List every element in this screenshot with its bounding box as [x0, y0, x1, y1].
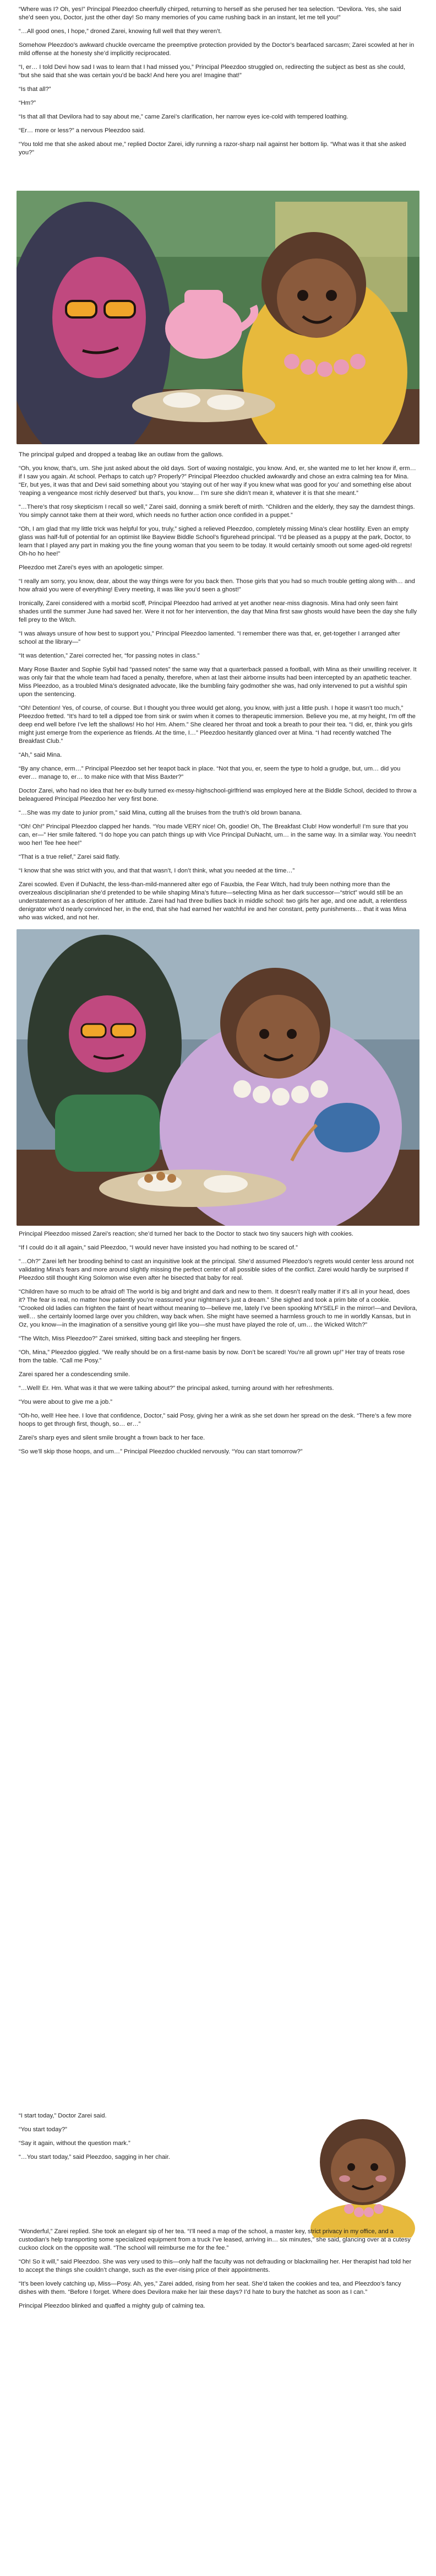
paragraph: “You told me that she asked about me,” replied Doctor Zarei, idly running a razor-sharp nail against her bottom lip. “What was it that she asked you?”: [19, 141, 406, 156]
paragraph: “Children have so much to be afraid of! The world is big and bright and dark and new to them. It doesn’t really matter if it’s all in your head, does it? The fear is real, no matter how patiently you’re reassured your nightmare’s just a dream.” She sighed and took a prim bite of a cookie. “Crooked old ladies can frighten the faint of heart without meaning to—believe me, lately I’ve been spooking MYSELF in the mirror!—and Devilora, well… she certainly loomed large over you children, way back when. She might have seemed a harmless grouch to me in worldly Kansas, but in Oz, you know—in the imagination of a sensitive young girl like you—she must have played the role of, um… the Wicked Witch?”: [19, 1289, 417, 1328]
paragraph: The principal gulped and dropped a teabag like an outlaw from the gallows.: [19, 451, 224, 458]
paragraph: “Ah,” said Mina.: [19, 752, 62, 758]
paragraph: “That is a true relief,” Zarei said flatly.: [19, 854, 120, 860]
paragraph: “Oh, you know, that’s, um. She just asked about the old days. Sort of waxing nostalgic, you know. And, er, she wanted me to let her know if, erm… if I saw you again. At school. Perhaps to catch up? Properly?” Principal Pleezdoo chuckled awkwardly and chose an extra calming tea for Mina. “Er, but yes, it was that and Devi said something about you ‘staying out of her way if you knew what was good for you’ and something else about ‘reaping a vengeance most richly deserved’ but that’s, you know… I’m sure she didn’t mean it, whatever it is that she meant.”: [19, 465, 416, 497]
paragraph: “You start today?”: [19, 2126, 67, 2133]
principal-pouring-tea-illustration: [17, 929, 419, 1226]
paragraph: “Oh, I am glad that my little trick was helpful for you, truly,” sighed a relieved Pleezdoo, completely missing Mina’s clear hostility. Even an empty glass was half-full of potential for an optimist like Bayview Biddle School’s figurehead principal. “I’d be pleased as a puppy at the park, Doctor, to learn that I played any part in making you the fine young woman that you seem to be today. It would certainly smooth out some aged-old regrets! Oh-ho ho hee!”: [19, 526, 412, 557]
paragraph: “I know that she was strict with you, and that that wasn’t, I don’t think, what you needed at the time…”: [19, 867, 295, 874]
paragraph: “Is that all that Devilora had to say about me,” came Zarei’s clarification, her narrow eyes ice-cold with tempered loathing.: [19, 114, 348, 120]
paragraph: Doctor Zarei, who had no idea that her ex-bully turned ex-messy-highschool-girlfriend was employed here at the Biddle School, decided to throw a beleaguered Principal Pleezdoo her very first bone.: [19, 788, 417, 802]
paragraph: “The Witch, Miss Pleezdoo?” Zarei smirked, sitting back and steepling her fingers.: [19, 1335, 242, 1342]
paragraph: Principal Pleezdoo missed Zarei’s reaction; she’d turned her back to the Doctor to stack two tiny saucers high with cookies.: [19, 1231, 353, 1237]
paragraph: “So we’ll skip those hoops, and um…” Principal Pleezdoo chuckled nervously. “You can start tomorrow?”: [19, 1448, 303, 1455]
paragraph: “Oh-ho, well! Hee hee. I love that confidence, Doctor,” said Posy, giving her a wink as she set down her spread on the desk. “There’s a few more hoops to get through first, though, so… er…”: [19, 1413, 412, 1427]
paragraph: Somehow Pleezdoo’s awkward chuckle overcame the preemptive protection provided by the Doctor’s bearfaced sarcasm; Zarei scowled at her in mild offense at the honesty she’d implicitly reciprocated.: [19, 42, 415, 57]
paragraph: “Say it again, without the question mark.”: [19, 2140, 130, 2147]
paragraph: “Er… more or less?” a nervous Pleezdoo said.: [19, 127, 145, 134]
paragraph: “Oh, Mina,” Pleezdoo giggled. “We really should be on a first-name basis by now. Don’t be scared! You’re all grown up!” Her tray of treats rose from the table. “Call me Posy.”: [19, 1349, 405, 1364]
paragraph: Zarei’s sharp eyes and silent smile brought a frown back to her face.: [19, 1435, 205, 1441]
paragraph: “By any chance, erm…” Principal Pleezdoo set her teapot back in place. “Not that you, er, seem the type to hold a grudge, but, um… did you ever… manage to, er… to make nice with that Miss Baxter?”: [19, 766, 401, 780]
paragraph: “Wonderful,” Zarei replied. She took an elegant sip of her tea. “I’ll need a map of the school, a master key, strict privacy in my office, and a custodian’s help transporting some specialized equipment from a truck I’ve leased, arriving in… six minutes,” she said, glancing over at a cutesy cuckoo clock on the opposite wall. “The school will reimburse me for the fee.”: [19, 2228, 411, 2251]
paragraph: Zarei spared her a condescending smile.: [19, 1371, 130, 1378]
paragraph: Ironically, Zarei considered with a morbid scoff, Principal Pleezdoo had arrived at yet another near-miss diagnosis. Mina had only seen faint shades until the summer June had saved her. Were it not for her intervention, the day that Mina first saw ghosts would have been the day she fully fell prey to the Witch.: [19, 600, 417, 623]
story-section-4: [19, 2112, 417, 2316]
paragraph: “Hm?”: [19, 100, 36, 106]
story-section-2: [19, 451, 417, 928]
paragraph: “You were about to give me a job.”: [19, 1399, 112, 1405]
paragraph: “I, er… I told Devi how sad I was to learn that I had missed you,” Principal Pleezdoo struggled on, redirecting the subject as best as she could, “but she said that she was certain you’d be back! And here you are! Imagine that!”: [19, 64, 406, 79]
paragraph: “It was detention,” Zarei corrected her, “for passing notes in class.”: [19, 653, 200, 659]
paragraph: “Oh! Oh!” Principal Pleezdoo clapped her hands. “You made VERY nice! Oh, goodie! Oh, The Breakfast Club! How wonderful! I’m sure that you can, er—” Her smile faltered. “I do hope you can patch things up with Vice Principal DuNacht, um… in the same way. In a similar way. You needn’t woo her! Tee hee hee!”: [19, 823, 416, 847]
illustration-pouring-tea: [17, 929, 419, 1226]
story-section-3: [19, 1230, 417, 1462]
paragraph: Mary Rose Baxter and Sophie Sybil had “passed notes” the same way that a quarterback passed a football, with Mina as their unwilling receiver. It was only fair that the whole team had faced a penalty, therefore, when at last their airborne insults had been intercepted by an apathetic teacher. Miss Pleezdoo, as a troubled Mina’s designated advocate, like the bumbling fairy godmother she was, had only intervened to put a wishful spin upon the sentencing.: [19, 666, 417, 698]
paragraph: “Where was I? Oh, yes!” Principal Pleezdoo cheerfully chirped, returning to herself as she perused her tea selection. “Devilora. Yes, she said she’d seen you, Doctor, just the other day! So many memories of you came rushing back in an instant, let me tell you!”: [19, 6, 401, 21]
tea-party-illustration: [17, 191, 419, 444]
paragraph: “…She was my date to junior prom,” said Mina, cutting all the bruises from the truth’s old brown banana.: [19, 810, 302, 816]
paragraph: “…All good ones, I hope,” droned Zarei, knowing full well that they weren’t.: [19, 28, 222, 35]
paragraph: “If I could do it all again,” said Pleezdoo, “I would never have insisted you had nothing to be scared of.”: [19, 1244, 298, 1251]
paragraph: “Is that all?”: [19, 86, 51, 93]
paragraph: Zarei scowled. Even if DuNacht, the less-than-mild-mannered alter ego of Fauxbia, the Fear Witch, had truly been nothing more than the overzealous disciplinarian she’d pretended to be while shaping Mina’s future—selecting Mina as her dark successor—“strict” would still be an understatement as a description of her attitude. Zarei had had three bullies back in middle school: two girls her age, and one adult, a relentless denigrator who’d nearly convinced her, in the end, that she had earned her watchful ire and her constant, petty punishments… that it was Mina who was wicked, and not her.: [19, 881, 407, 921]
paragraph: Principal Pleezdoo blinked and quaffed a mighty gulp of calming tea.: [19, 2303, 205, 2309]
paragraph: “I really am sorry, you know, dear, about the way things were for you back then. Those girls that you had so much trouble getting along with… and how afraid you were of everything! Every meeting, it was like you’d seen a ghost!”: [19, 578, 415, 593]
paragraph: “…There’s that rosy skepticism I recall so well,” Zarei said, donning a smirk bereft of mirth. “Children and the elderly, they say the darndest things. You simply cannot take them at their word, which needs no further action once confided in a puppet.”: [19, 504, 415, 519]
paragraph: “…Well! Er. Hm. What was it that we were talking about?” the principal asked, turning around with her refreshments.: [19, 1385, 334, 1392]
illustration-tea-party: [17, 191, 419, 444]
paragraph: “It’s been lovely catching up, Miss—Posy. Ah, yes,” Zarei added, rising from her seat. She’d taken the cookies and tea, and Pleezdoo’s fancy dishes with them. “Before I forget. Where does Devilora make her lair these days? I’d hate to bury the hatchet as soon as I can.”: [19, 2281, 401, 2295]
paragraph: “…Oh?” Zarei left her brooding behind to cast an inquisitive look at the principal. She’d assumed Pleezdoo’s regrets would center less around not validating Mina’s fears and more around slightly missing the perfect center of all possible sides of the conflict. Zarei would hardly be surprised if Pleezdoo still thought King Solomon wise even after he bisected that baby for real.: [19, 1258, 414, 1281]
paragraph: “Oh! Detention! Yes, of course, of course. But I thought you three would get along, you know, with just a little push. I hope it wasn’t too much,” Pleezdoo fretted. “It’s hard to tell a dipped toe from sink or swim when it comes to therapeutic immersion. Believe you me, at my height, I’m off the deep end well before I’ve left the shallows! Ho ho! Hm. Ahem.” She cleared her throat and took a breath to pour their tea. “I did, er, think you girls might just emerge from the experience as friends. At the time, I…” Pleezdoo hesitantly glanced over at Mina. “I had recently watched The Breakfast Club.”: [19, 705, 416, 745]
paragraph: “I start today,” Doctor Zarei said.: [19, 2112, 107, 2119]
paragraph: Pleezdoo met Zarei’s eyes with an apologetic simper.: [19, 564, 164, 571]
paragraph: “I was always unsure of how best to support you,” Principal Pleezdoo lamented. “I remember there was that, er, get-together I arranged after school at the library—”: [19, 630, 400, 645]
paragraph: “Oh! So it will,” said Pleezdoo. She was very used to this—only half the faculty was not defrauding or blackmailing her. Her therapist had told her to accept the things she couldn’t change, such as the ever-rising price of their appointments.: [19, 2259, 412, 2273]
story-section-1: [19, 6, 417, 163]
paragraph: “…You start today,” said Pleezdoo, sagging in her chair.: [19, 2154, 170, 2160]
